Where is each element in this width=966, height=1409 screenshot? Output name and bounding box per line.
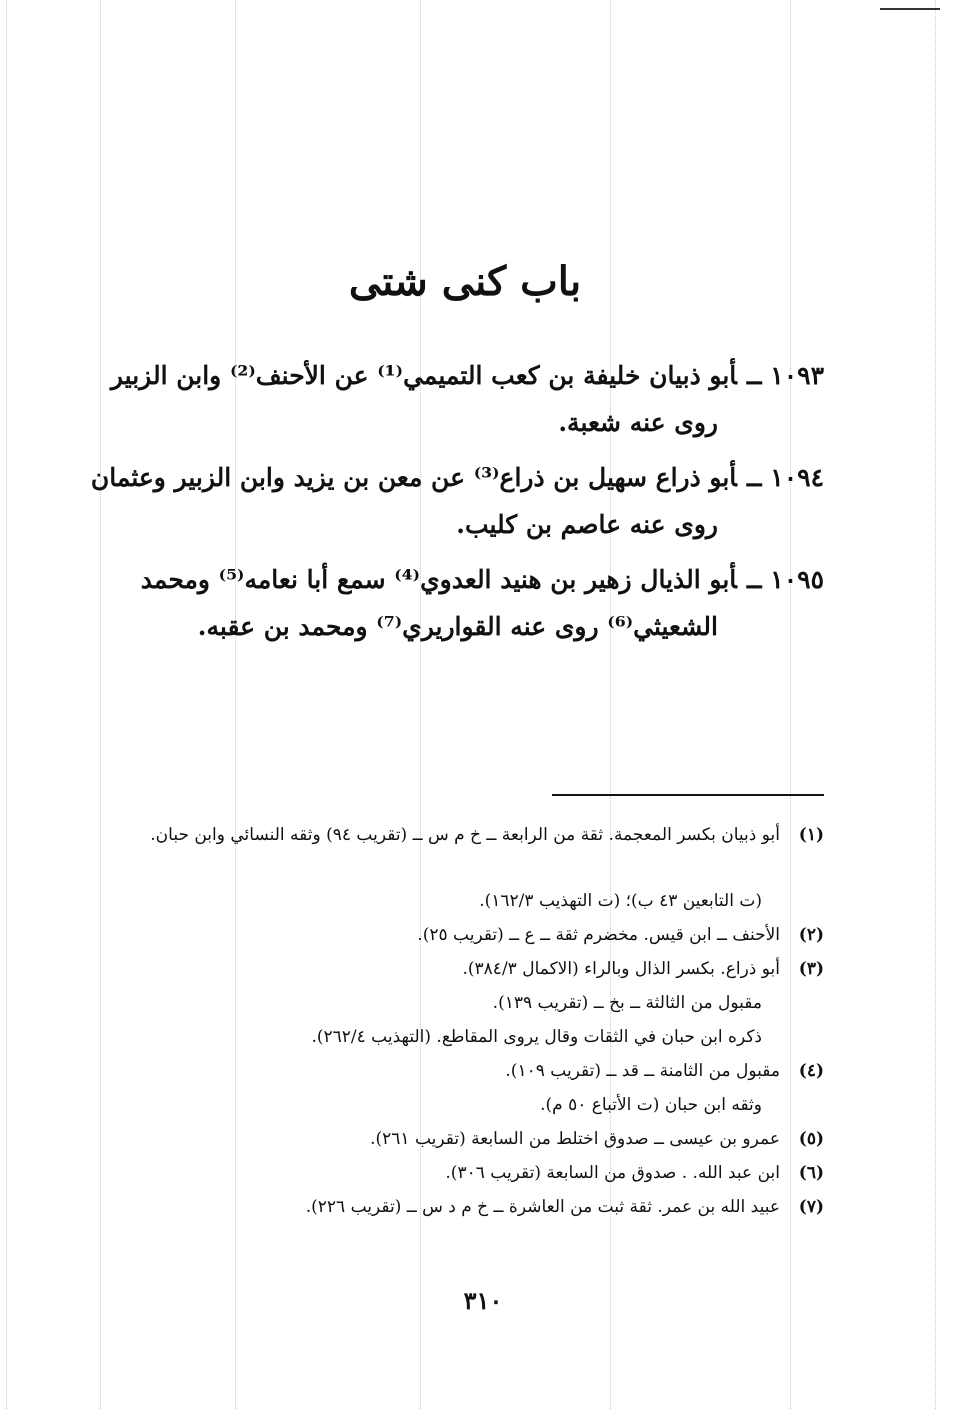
scan-artifact	[6, 0, 7, 1409]
footnote-number: (٢)	[798, 925, 824, 945]
footnote-5	[128, 1122, 824, 1156]
entry-1095	[128, 556, 824, 650]
footnote-3	[128, 952, 824, 986]
entry-text: أبو ذبيان خليفة بن كعب التميمي⁽¹⁾ عن الأحنف⁽²⁾ وابن الزبير	[110, 361, 737, 390]
entry-line-2: الشعيثي⁽⁶⁾ روى عنه القواريري⁽⁷⁾ ومحمد بن عقبه.	[197, 612, 718, 641]
footnote-text: عمرو بن عيسى ــ صدوق اختلط من السابعة (تقريب ٢٦١).	[370, 1129, 780, 1149]
entry-text: أبو ذراع سهيل بن ذراع⁽³⁾ عن معن بن يزيد وابن الزبير وعثمان	[90, 463, 737, 492]
footnote-text: وثقه ابن حبان (ت الأتباع ٥٠ م).	[540, 1095, 762, 1115]
scan-artifact	[935, 0, 936, 1409]
footnote-text: عبيد الله بن عمر. ثقة ثبت من العاشرة ــ خ م د س ــ (تقريب ٢٢٦).	[305, 1197, 780, 1217]
footnote-7	[128, 1190, 824, 1224]
scan-artifact	[880, 8, 940, 10]
footnote-text: أبو ذراع. بكسر الذال وبالراء (الاكمال ٣٨٤/٣).	[462, 959, 780, 979]
entry-1093	[110, 352, 824, 446]
chapter-title: باب كنى شتى	[348, 258, 582, 305]
footnote-6	[128, 1156, 824, 1190]
footnote-3-continued	[128, 986, 824, 1020]
entry-number: ١٠٩٤ ــ	[746, 463, 824, 492]
footnote-4-continued	[128, 1088, 824, 1122]
footnote-text: مقبول من الثامنة ــ قد ــ (تقريب ١٠٩).	[505, 1061, 780, 1081]
footnote-text: (ت التابعين ٤٣ ب)؛ (ت التهذيب ١٦٢/٣).	[479, 891, 762, 911]
entry-text: أبو الذيال زهير بن هنيد العدوي⁽⁴⁾ سمع أبا نعامه⁽⁵⁾ ومحمد	[140, 565, 737, 594]
scan-artifact	[100, 0, 101, 1409]
footnote-text: ابن عبد الله. . صدوق من السابعة (تقريب ٣٠٦).	[445, 1163, 780, 1183]
footnote-text: أبو ذبيان بكسر المعجمة. ثقة من الرابعة ــ خ م س ــ (تقريب ٩٤) وثقه النسائي وابن حبان.	[150, 825, 780, 845]
footnote-number: (١)	[798, 825, 824, 845]
footnote-1-continued	[128, 884, 824, 918]
footnote-text: الأحنف ــ ابن قيس. مخضرم ثقة ــ ع ــ (تقريب ٢٥).	[417, 925, 780, 945]
entry-number: ١٠٩٣ ــ	[746, 361, 824, 390]
footnote-text: ذكره ابن حبان في الثقات وقال يروى المقاطع. (التهذيب ٢٦٢/٤).	[311, 1027, 762, 1047]
footnote-number: (٦)	[798, 1163, 824, 1183]
footnote-number: (٥)	[798, 1129, 824, 1149]
footnotes	[128, 820, 824, 1224]
footnote-number: (٧)	[798, 1197, 824, 1217]
entry-1094	[90, 454, 824, 548]
entry-line-1	[128, 556, 824, 604]
footnote-2	[128, 918, 824, 952]
footnote-4	[128, 1054, 824, 1088]
footnote-1	[128, 820, 824, 884]
footnote-number: (٤)	[798, 1061, 824, 1081]
entry-line-1	[90, 454, 824, 502]
footnote-text: مقبول من الثالثة ــ بخ ــ (تقريب ١٣٩).	[492, 993, 762, 1013]
entry-number: ١٠٩٥ ــ	[746, 565, 824, 594]
entry-line-1	[110, 352, 824, 400]
entry-line-2: روى عنه عاصم بن كليب.	[456, 510, 718, 539]
entry-line-2: روى عنه شعبة.	[558, 408, 718, 437]
page-number: ٣١٠	[463, 1286, 503, 1315]
footnote-separator	[552, 794, 824, 796]
footnote-number: (٣)	[798, 959, 824, 979]
footnote-3-continued	[128, 1020, 824, 1054]
